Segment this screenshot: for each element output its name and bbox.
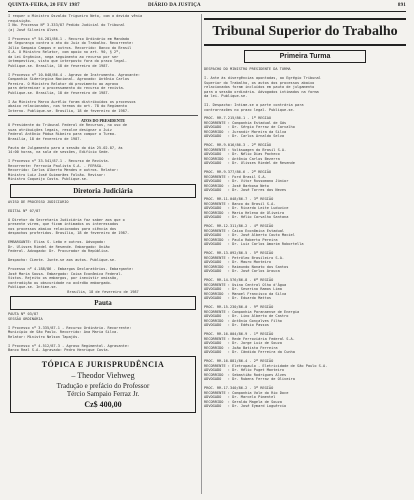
section-title-pauta: Pauta (94, 299, 112, 307)
book-advertisement (10, 356, 196, 413)
right-column (204, 14, 406, 409)
section-body-atos: O Presidente do Tribunal Federal de Recursos, no uso de suas atribuições legais, resolve designar o Juiz Federal Antônio Pádua Ribeiro para compor a Turma. Brasília, 18 de fevereiro de 1987. Pauta de Julgamento para a sessão do dia 25.02.87, às 14:00 horas, na sala de sessões, Edifício Sede. I Processo nº 33.541/87-1 - Recurso de Revista. Recorrente: Ferrovia Paulista S.A. - FEPASA. Recorrido: Carlos Alberto Mendes e outros. Relator: Ministro Luiz José Guimarães Falcão. Revisor: Ministro Coqueijo Costa. Publique-se. (8, 123, 127, 181)
header-date: QUINTA-FEIRA, 20 FEV 1987 (8, 3, 80, 8)
court-intro: DESPACHO DO MINISTRO PRESIDENTE DA TURMA I. Ante às divergências apontadas, ao Egrégio Tribunal Superior do Trabalho, os autos dos processos abaixo relacionados foram incluídos em pauta de julgamento para a sessão ordinária. Advogados intimados na forma da lei. Publique-se. II. Despacho: Intime-se a parte contrária para contrarrazões no prazo legal. Publique-se. (204, 67, 321, 112)
section-box-diretoria (10, 184, 196, 198)
ad-translator: Tércio Sampaio Ferraz Jr. (66, 389, 140, 398)
court-title: Tribunal Superior do Trabalho (204, 18, 406, 46)
ad-author: – Theodor Viehweg (71, 370, 135, 380)
header-rule (8, 11, 406, 12)
left-top-paragraphs: I requer o Ministro Osvaldo Trigueiro Neto, com a devida vênia requisição. I No. Processo Nº 3.333/87 Pedido Judicial do Tribunal (a) José Silveira Alves I Processo nº 54.281/86-1 - Recurso Ordinário em Mandado de Segurança contra o ato do Juiz do Trabalho. Recorrente: Júlio Sampaio Campos e outros. Recorrido: Banco do Brasil S.A. O Ministro Relator, com apoio no art. 90, § 2º, da Lei Orgânica, nega seguimento ao recurso por ser intempestivo, visto que interposto fora do prazo legal. Publique-se. Brasília, 18 de fevereiro de 1987. I Processo nº 10.048/86-4 - Agravo de Instrumento. Agravante: Companhia Siderúrgica Nacional. Agravado: Antônio Carlos Pereira. O Ministro Relator dá provimento ao agravo para determinar o processamento do recurso de revista. Publique-se. Brasília, 18 de fevereiro de 1987. I Ao Ministro Marco Aurélio foram distribuídos os processos abaixo relacionados, nos termos do art. 78 do Regimento Interno. Publique-se. Brasília, 18 de fevereiro de 1987. (8, 14, 143, 113)
section-body-pauta: PAUTA Nº 03/87 SESSÃO ORDINÁRIA I Processo nº 3.335/87-1 - Recurso Ordinário. Recorrente: Município de São Paulo. Recorrido: Ana Maria Silva. Relator: Ministro Nelson Tapajós. I Processo nº 4.512/87-3 - Agravo Regimental. Agravante: Banco Real S.A. Agravado: Pedro Henrique Costa. (8, 312, 132, 352)
header-page-number: 891 (397, 3, 406, 8)
section-body-diretoria: AVISO DE PROCESSO JUDICIÁRIO EDITAL Nº 07/87 O Diretor da Secretaria Judiciária faz saber aos que o presente virem, que ficam intimados os interessados nos processos abaixo relacionados para ciência dos despachos proferidos. Brasília, 18 de fevereiro de 1987. EMBARGANTE: Elias S. Leão e outros. Advogado: Dr. Ulisses Riedel de Resende. Embargado: União Federal. Advogado: Dr. Procurador da República. Despacho: Ciente. Junte-se aos autos. Publique-se. Processo nº 4.188/86 - Embargos Declaratórios. Embargante: José Maria Sousa. Embargado: Caixa Econômica Federal. Vistos. Rejeito os embargos, por inexistir omissão, contradição ou obscuridade no acórdão embargado. Publique-se. Intime-se. (8, 199, 134, 289)
section-title-atos: ATOS DO PRESIDENTE (80, 118, 126, 123)
column-divider (201, 14, 202, 494)
ad-translation: Tradução e prefácio do Professor (56, 381, 150, 390)
ad-price: Cz$ 400,00 (84, 399, 122, 409)
section-box-pauta (10, 296, 196, 310)
turma-title: Primeira Turma (244, 50, 366, 63)
divider (8, 115, 198, 116)
left-column (8, 14, 198, 416)
ad-title: TÓPICA E JURISPRUDÊNCIA (41, 359, 165, 369)
section-signoff-diretoria: Brasília, 18 de fevereiro de 1987 (67, 289, 139, 294)
header-journal: DIÁRIO DA JUSTIÇA (148, 3, 201, 8)
case-records: PROC. RR-7.215/86-1 - 1ª REGIÃO RECORRENTE : Companhia Estadual de Gás ADVOGADO : Dr. Sérgio Ferraz de Carvalho RECORRIDO : Jurandir Moreira da Silva ADVOGADO : Dr. Carlos Arnaldo Selva PROC. RR-9.016/86-3 - 2ª REGIÃO RECORRENTE : Volkswagen do Brasil S.A. ADVOGADO : Dr. Nélio Dias Pacheco RECORRIDO : Antônio Carlos Bezerra ADVOGADO : Dr. Ulisses Riedel de Resende PROC. RR-9.377/86-6 - 2ª REGIÃO RECORRENTE : Ford Brasil S.A. ADVOGADO : Dr. Vitor Russomano Júnior RECORRIDO : José Barbosa Neto ADVOGADO : Dr. José Torres das Neves PROC. RR-11.048/86-7 - 3ª REGIÃO RECORRENTE : Banco do Brasil S.A. ADVOGADO : Dr. Ricardo Leite Luduvice RECORRIDO : Maria Helena de Oliveira ADVOGADO : Dr. Hélio Carvalho Santana PROC. RR-12.311/86-2 - 4ª REGIÃO RECORRENTE : Caixa Econômica Estadual ADVOGADO : Dr. José Alberto Couto Maciel RECORRIDO : Paulo Roberto Pereira ADVOGADO : Dr. Luiz Carlos Amorim Robortella PROC. RR-13.092/86-5 - 5ª REGIÃO RECORRENTE : Petróleo Brasileiro S.A. ADVOGADO : Dr. Mauro Monteiro RECORRIDO : Raimundo Nonato dos Santos ADVOGADO : Dr. José Carlos Arouca PROC. RR-14.576/86-8 - 6ª REGIÃO RECORRENTE : Usina Central Olho d'Água ADVOGADO : Dr. Severino Ramos Lima RECORRIDO : Manoel Francisco da Silva ADVOGADO : Dr. Eduardo Mattos PROC. RR-15.230/86-0 - 9ª REGIÃO RECORRENTE : Companhia Paranaense de Energia ADVOGADO : Dr. Lino Alberto de Castro RECORRIDO : Antônio Gonçalves Filho ADVOGADO : Dr. Edésio Passos PROC. RR-16.004/86-9 - 1ª REGIÃO RECORRENTE : Rede Ferroviária Federal S.A. ADVOGADO : Dr. Jorge Luiz de Souza RECORRIDO : João Batista Ferreira ADVOGADO : Dr. Cândido Ferreira da Cunha PROC. RR-16.881/86-4 - 2ª REGIÃO RECORRENTE : Eletropaulo - Eletricidade de São Paulo S.A. ADVOGADO : Dr. Hélio Puget Monteiro RECORRIDO : Sebastião Rodrigues Alves ADVOGADO : Dr. Rubens Ferraz de Oliveira PROC. RR-17.340/86-2 - 3ª REGIÃO RECORRENTE : Companhia Vale do Rio Doce ADVOGADO : Dr. Marcelo Pimentel RECORRIDO : Geraldo Magela de Souza ADVOGADO : Dr. José Eymard Loguércio (204, 116, 328, 408)
section-title-diretoria: Diretoria Judiciária (73, 186, 133, 195)
